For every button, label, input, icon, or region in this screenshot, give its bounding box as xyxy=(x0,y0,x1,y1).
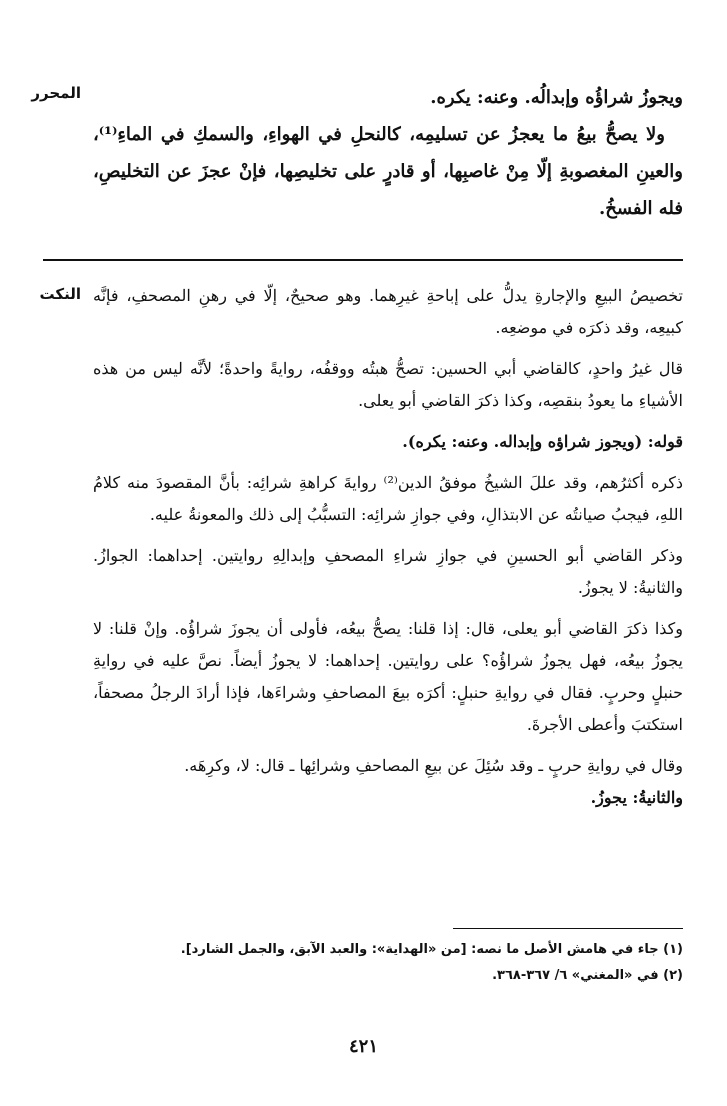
commentary-block xyxy=(93,280,683,814)
commentary-paragraph: تخصيصُ البيعِ والإجارةِ يدلُّ على إباحةِ غيرِهما. وهو صحيحٌ، إلّا في رهنِ المصحفِ، فإنَّه كبيعِه، وقد ذكرَه في موضعِه. xyxy=(93,286,683,337)
nukat-label: النكت xyxy=(39,285,81,303)
section-divider xyxy=(43,259,683,261)
main-text-block xyxy=(93,79,683,227)
commentary-paragraph: ذكره أكثرُهم، وقد عللَ الشيخُ موفقُ الدين⁽²⁾ روايةَ كراهةِ شرائِه: بأنَّ المقصودَ منه كلامُ اللهِ، فيجبُ صيانتُه عن الابتذالِ، وفي جوازِ شرائِه: التسبُّبُ إلى ذلك والمعونةُ عليه. xyxy=(93,473,684,524)
commentary-paragraph: والثانيةُ: يجوزُ. xyxy=(590,788,683,807)
footnote-divider xyxy=(453,928,683,929)
muharrar-label: المحرر xyxy=(31,84,81,102)
quoted-heading: قوله: (ويجوز شراؤه وإبداله. وعنه: يكره). xyxy=(402,432,683,451)
main-text-paragraph: ولا يصحُّ بيعُ ما يعجزُ عن تسليمِه، كالنحلِ في الهواءِ، والسمكِ في الماءِ⁽¹⁾، والعينِ المغصوبةِ إلّا مِنْ غاصبِها، أو قادرٍ على تخليصِها، فإنْ عجزَ عن التخليصِ، فله الفسخُ. xyxy=(93,124,683,219)
main-text-line: ويجوزُ شراؤُه وإبدالُه. وعنه: يكره. xyxy=(430,87,683,108)
footnote-2: (٢) في «المغني» ٦/ ٣٦٧-٣٦٨. xyxy=(492,968,683,983)
page-number: ٤٢١ xyxy=(348,1036,378,1057)
commentary-paragraph: وذكر القاضي أبو الحسينِ في جوازِ شراءِ المصحفِ وإبدالِهِ روايتين. إحداهما: الجوازُ. والثانيةُ: لا يجوزُ. xyxy=(93,546,683,597)
commentary-paragraph: وقال في روايةِ حربٍ ـ وقد سُئِلَ عن بيعِ المصاحفِ وشرائِها ـ قال: لا، وكرِهَه. xyxy=(184,756,683,775)
footnote-1: (١) جاء في هامش الأصل ما نصه: [من «الهداية»: والعبد الآبق، والجمل الشارد]. xyxy=(180,942,683,957)
commentary-paragraph: قال غيرُ واحدٍ، كالقاضي أبي الحسين: تصحُّ هبتُه ووقفُه، روايةً واحدةً؛ لأنَّه ليس من هذه الأشياءِ ما يعودُ بنقصِه، وكذا ذكرَ القاضي أبو يعلى. xyxy=(93,359,683,410)
footnotes xyxy=(43,937,683,989)
commentary-paragraph: وكذا ذكرَ القاضي أبو يعلى، قال: إذا قلنا: يصحُّ بيعُه، فأولى أن يجوزَ شراؤُه. وإنْ قلنا: لا يجوزُ بيعُه، فهل يجوزُ شراؤُه؟ على روايتين. إحداهما: لا يجوزُ أيضاً. نصَّ عليه في روايةِ حنبلٍ وحربٍ. فقال في روايةِ حنبلٍ: أكرَه بيعَ المصاحفِ وشراءَها، فإذا أرادَ الرجلُ مصحفاً، استكتبَ وأعطى الأجرةَ. xyxy=(93,619,683,734)
